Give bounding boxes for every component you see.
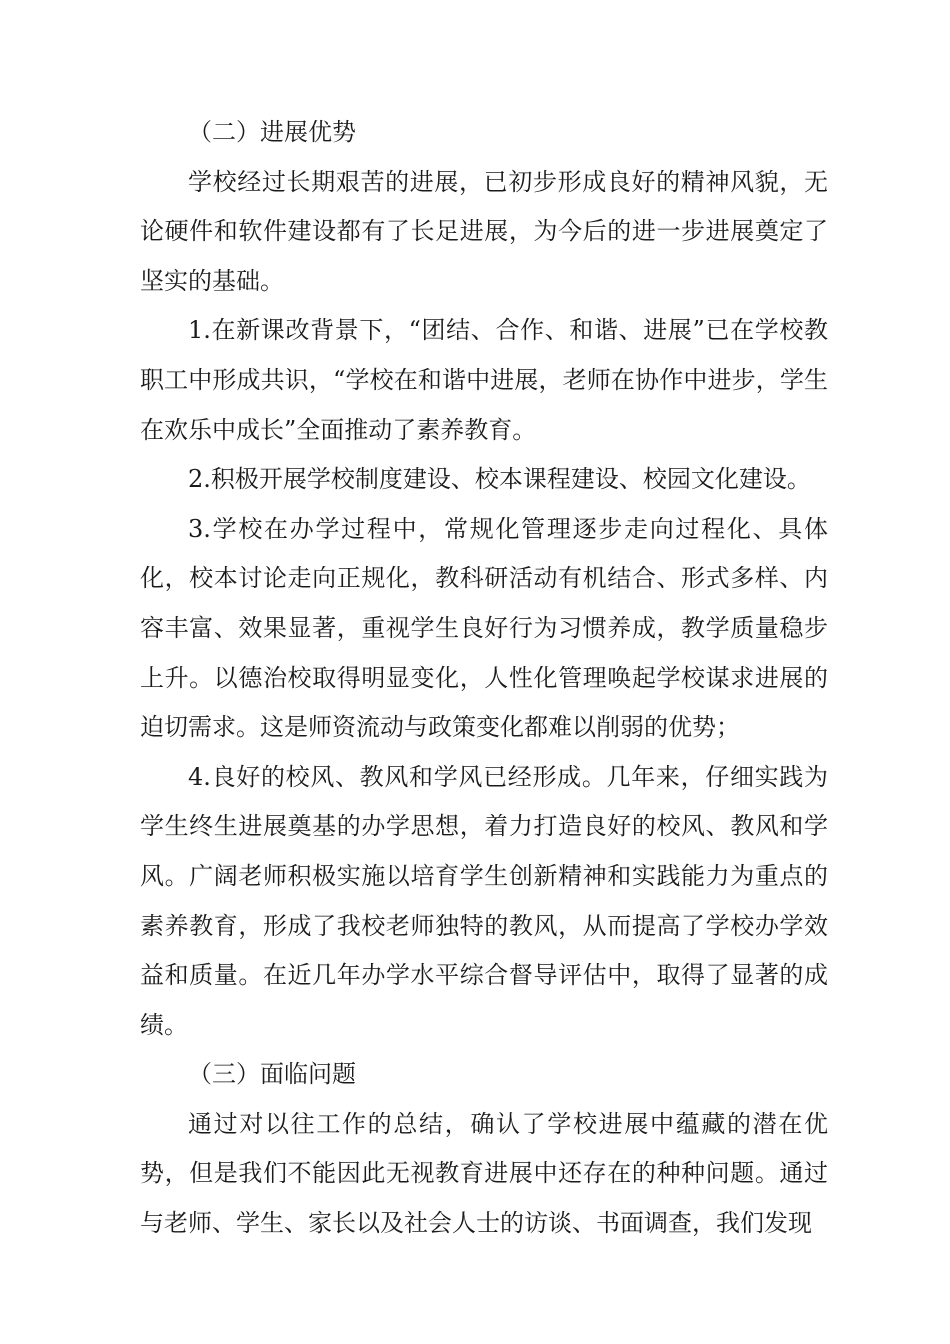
document-page <box>140 108 828 1249</box>
problems-paragraph: 通过对以往工作的总结，确认了学校进展中蕴藏的潜在优势，但是我们不能因此无视教育进展中还存在的种种问题。通过与老师、学生、家长以及社会人士的访谈、书面调查，我们发现 <box>140 1109 828 1238</box>
list-item-1: 1.在新课改背景下，“团结、合作、和谐、进展”已在学校教职工中形成共识，“学校在和谐中进展，老师在协作中进步，学生在欢乐中成长”全面推动了素养教育。 <box>140 316 828 444</box>
list-item-3: 3.学校在办学过程中，常规化管理逐步走向过程化、具体化，校本讨论走向正规化，教科研活动有机结合、形式多样、内容丰富、效果显著，重视学生良好行为习惯养成，教学质量稳步上升。以德治校取得明显变化，人性化管理唤起学校谋求进展的迫切需求。这是师资流动与政策变化都难以削弱的优势； <box>140 514 828 742</box>
intro-paragraph: 学校经过长期艰苦的进展，已初步形成良好的精神风貌，无论硬件和软件建设都有了长足进展，为今后的进一步进展奠定了坚实的基础。 <box>140 167 828 295</box>
list-item-4: 4.良好的校风、教风和学风已经形成。几年来，仔细实践为学生终生进展奠基的办学思想，着力打造良好的校风、教风和学风。广阔老师积极实施以培育学生创新精神和实践能力为重点的素养教育，形成了我校老师独特的教风，从而提高了学校办学效益和质量。在近几年办学水平综合督导评估中，取得了显著的成绩。 <box>140 762 828 1039</box>
section-heading-problems: （三）面临问题 <box>188 1060 356 1089</box>
section-heading-progress-advantages: （二）进展优势 <box>188 118 356 146</box>
list-item-2: 2.积极开展学校制度建设、校本课程建设、校园文化建设。 <box>188 465 811 494</box>
